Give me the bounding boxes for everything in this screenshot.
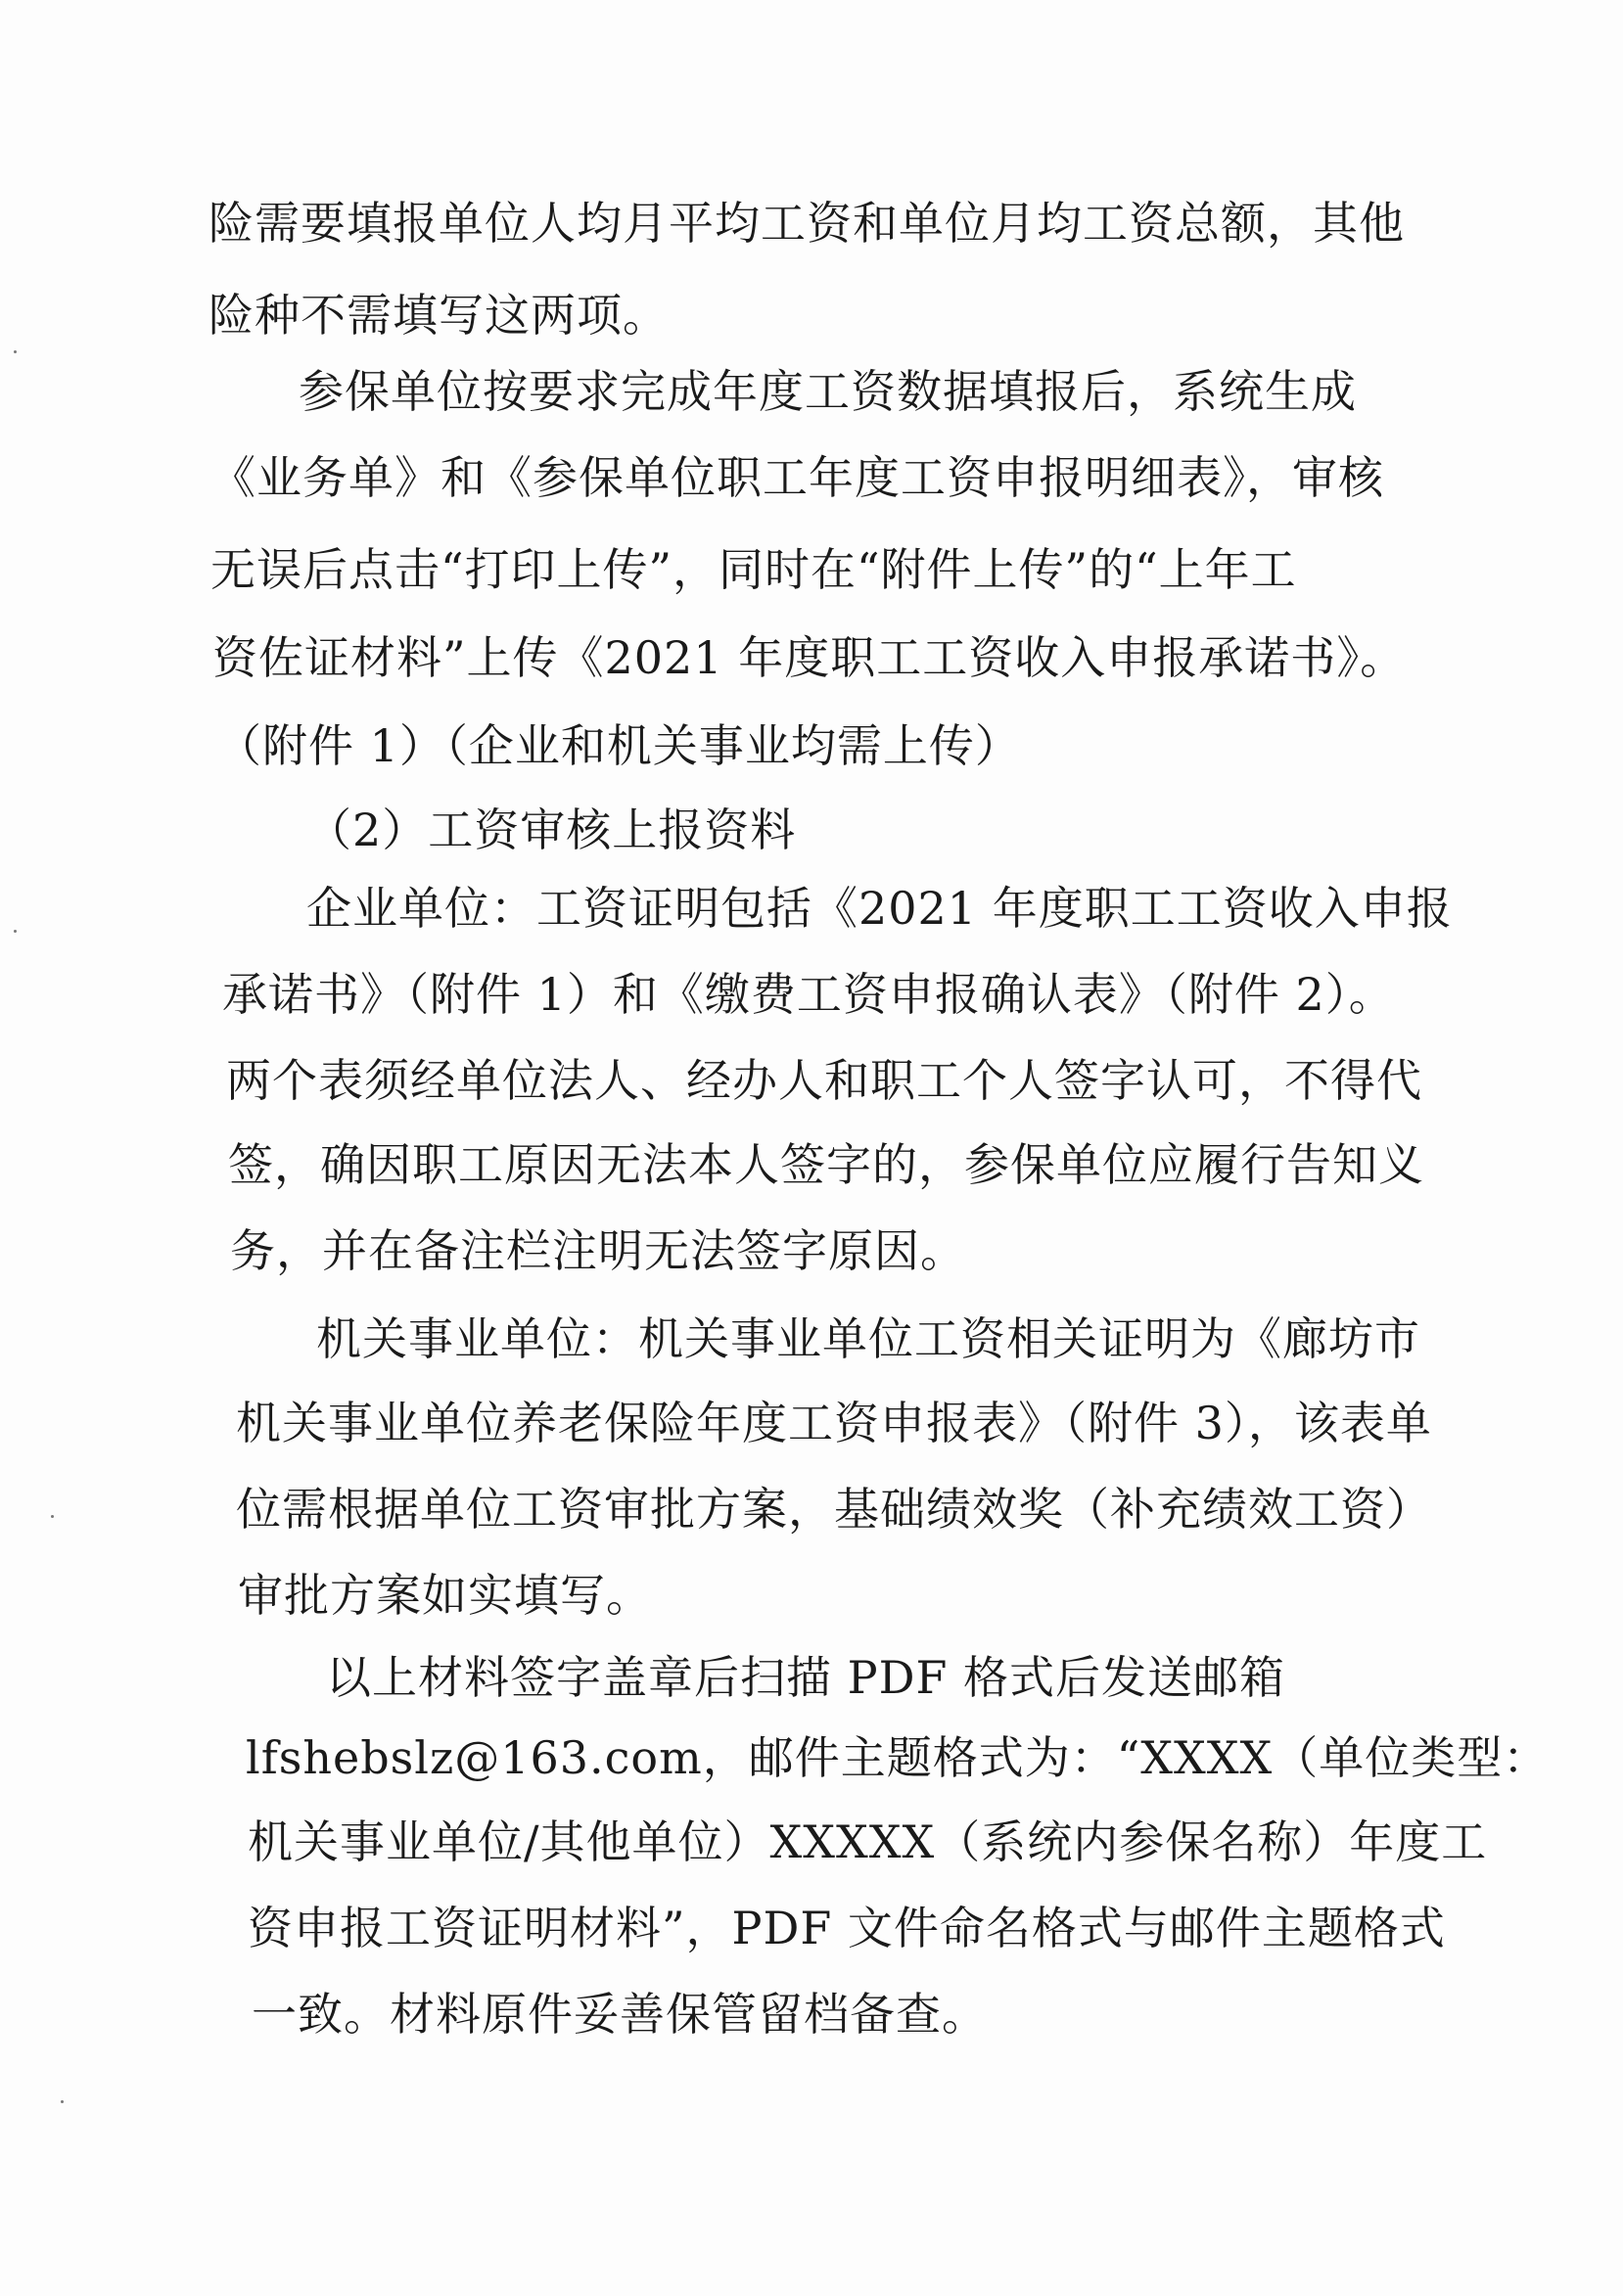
section-heading: （2）工资审核上报资料: [306, 804, 797, 856]
scan-artifact-dot: [14, 350, 17, 353]
text-line: 机关事业单位养老保险年度工资申报表》（附件 3），该表单: [236, 1397, 1432, 1449]
text-line: 资佐证材料”上传《2021 年度职工工资收入申报承诺书》。: [212, 631, 1407, 684]
text-line: 机关事业单位/其他单位）XXXXX（系统内参保名称）年度工: [248, 1815, 1488, 1868]
text-line: 承诺书》（附件 1）和《缴费工资申报确认表》（附件 2）。: [222, 968, 1395, 1021]
text-line: 参保单位按要求完成年度工资数据填报后，系统生成: [299, 365, 1357, 418]
text-line: （附件 1）（企业和机关事业均需上传）: [216, 719, 1021, 772]
scan-artifact-dot: [61, 2100, 64, 2103]
text-line: 机关事业单位：机关事业单位工资相关证明为《廊坊市: [316, 1312, 1420, 1365]
text-line: 险需要填报单位人均月平均工资和单位月均工资总额，其他: [209, 197, 1405, 250]
text-line: 以上材料签字盖章后扫描 PDF 格式后发送邮箱: [326, 1651, 1285, 1704]
text-line: 一致。材料原件妥善保管留档备查。: [252, 1988, 988, 2041]
text-line: 位需根据单位工资审批方案，基础绩效奖（补充绩效工资）: [236, 1483, 1432, 1536]
text-line: 《业务单》和《参保单位职工年度工资申报明细表》，审核: [210, 451, 1384, 504]
scan-artifact-dot: [14, 930, 17, 933]
text-line: 资申报工资证明材料”，PDF 文件命名格式与邮件主题格式: [248, 1902, 1446, 1954]
email-line: lfshebslz@163.com，邮件主题格式为：“XXXX（单位类型：: [246, 1731, 1550, 1784]
text-line: 签，确因职工原因无法本人签字的，参保单位应履行告知义: [228, 1138, 1424, 1191]
text-line: 审批方案如实填写。: [238, 1569, 652, 1622]
text-line: 务，并在备注栏注明无法签字原因。: [230, 1224, 966, 1277]
text-line: 无误后点击“打印上传”，同时在“附件上传”的“上年工: [210, 543, 1297, 596]
text-line: 企业单位：工资证明包括《2021 年度职工工资收入申报: [306, 882, 1453, 935]
text-line: 两个表须经单位法人、经办人和职工个人签字认可，不得代: [226, 1054, 1422, 1107]
scan-artifact-dot: [51, 1515, 54, 1518]
text-line: 险种不需填写这两项。: [209, 289, 669, 342]
